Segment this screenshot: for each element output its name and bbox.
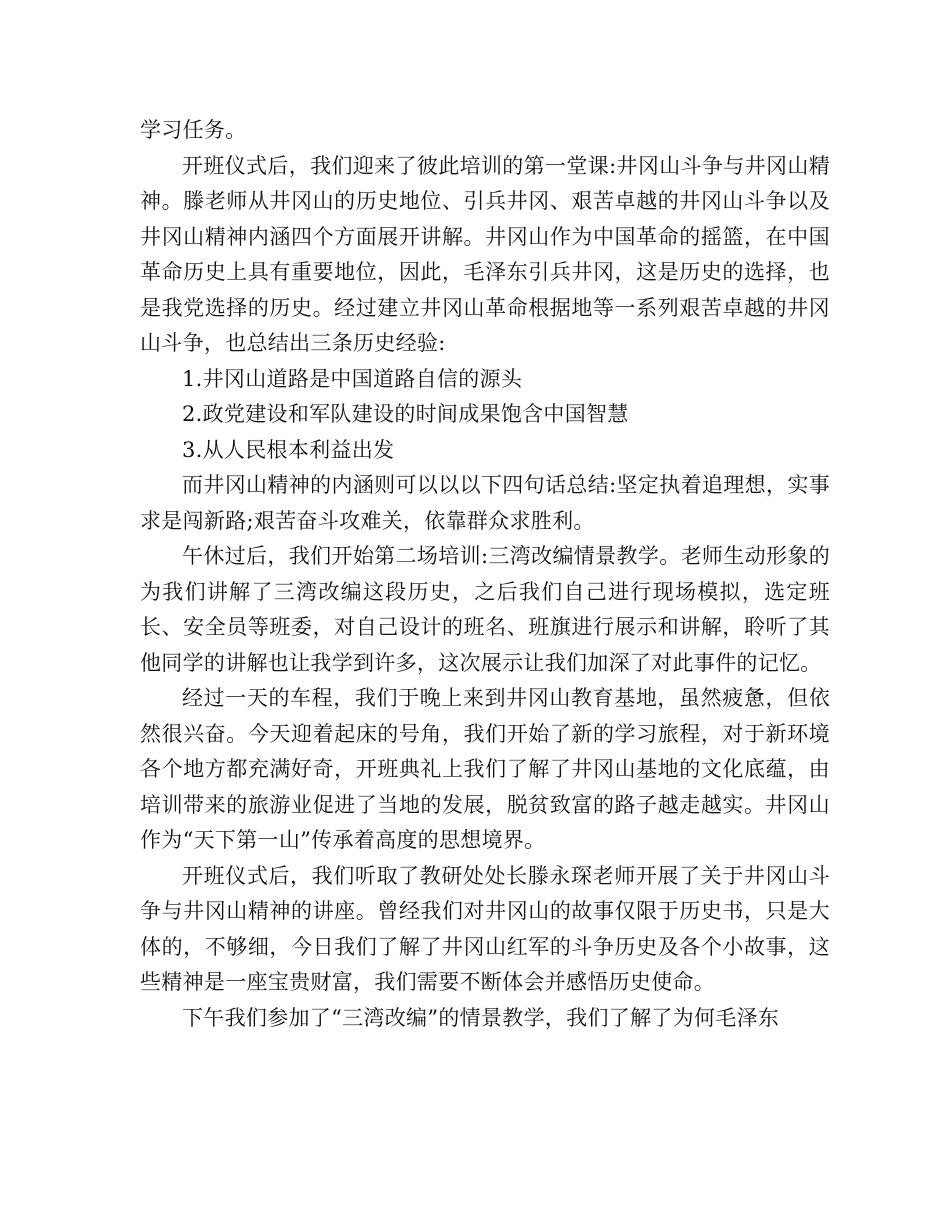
paragraph-arrival: 经过一天的车程，我们于晚上来到井冈山教育基地，虽然疲惫，但依然很兴奋。今天迎着起床的号角，我们开始了新的学习旅程，对于新环境各个地方都充满好奇，开班典礼上我们了解了井冈山基地的文化底蕴，由培训带来的旅游业促进了当地的发展，脱贫致富的路子越走越实。井冈山作为“天下第一山”传承着高度的思想境界。 [140,686,830,852]
paragraph-sanwan-training: 午休过后，我们开始第二场培训:三湾改编情景教学。老师生动形象的为我们讲解了三湾改编这段历史，之后我们自己进行现场模拟，选定班长、安全员等班委，对自己设计的班名、班旗进行展示和讲解，聆听了其他同学的讲解也让我学到许多，这次展示让我们加深了对此事件的记忆。 [140,544,830,675]
list-item-experience-1: 1.井冈山道路是中国道路自信的源头 [182,366,523,391]
paragraph-afternoon: 下午我们参加了“三湾改编”的情景教学，我们了解了为何毛泽东 [182,1005,780,1030]
paragraph-spirit-summary: 而井冈山精神的内涵则可以以以下四句话总结:坚定执着追理想，实事求是闯新路;艰苦奋斗攻难关，依靠群众求胜利。 [140,473,830,533]
paragraph-lecture: 开班仪式后，我们听取了教研处处长滕永琛老师开展了关于井冈山斗争与井冈山精神的讲座。曾经我们对井冈山的故事仅限于历史书，只是大体的，不够细，今日我们了解了井冈山红军的斗争历史及各个小故事，这些精神是一座宝贵财富，我们需要不断体会并感悟历史使命。 [140,863,830,994]
list-item-experience-3: 3.从人民根本利益出发 [182,437,395,462]
paragraph-continuation: 学习任务。 [140,118,247,142]
list-item-experience-2: 2.政党建设和军队建设的时间成果饱含中国智慧 [182,402,629,426]
paragraph-first-lesson: 开班仪式后，我们迎来了彼此培训的第一堂课:井冈山斗争与井冈山精神。滕老师从井冈山的历史地位、引兵井冈、艰苦卓越的井冈山斗争以及井冈山精神内涵四个方面展开讲解。井冈山作为中国革命的摇篮，在中国革命历史上具有重要地位，因此，毛泽东引兵井冈，这是历史的选择，也是我党选择的历史。经过建立井冈山革命根据地等一系列艰苦卓越的井冈山斗争，也总结出三条历史经验: [140,153,830,355]
document-body [140,113,830,1036]
